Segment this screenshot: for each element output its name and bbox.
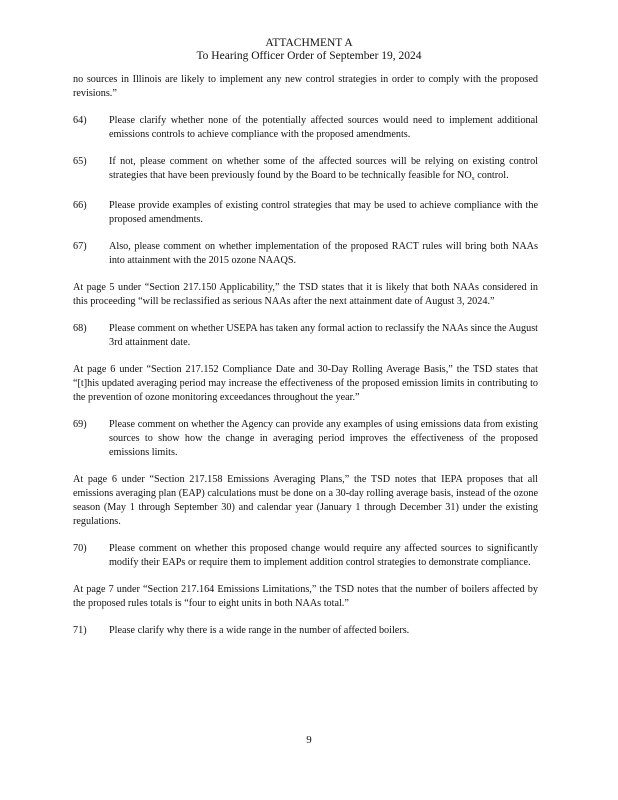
intro-paragraph: no sources in Illinois are likely to implement any new control strategies in order to comply with the proposed revisions.”: [73, 74, 538, 99]
question-text-part: If not, please comment on whether some of the affected sources will be relying on existing control strategies that have been previously found by the Board to be technically feasible for NO: [109, 156, 538, 181]
attachment-title: ATTACHMENT A: [265, 37, 353, 49]
question-71: [73, 624, 538, 638]
body-text: [73, 73, 538, 651]
question-66: [73, 199, 538, 227]
subscript: x: [471, 176, 475, 182]
question-text: Please comment on whether this proposed change would require any affected sources to significantly modify their EAPs or require them to implement addition control strategies to demonstrate compliance.: [109, 543, 538, 568]
question-64: [73, 114, 538, 142]
question-70: [73, 542, 538, 570]
question-text-part: control.: [474, 170, 509, 181]
question-text: Also, please comment on whether implementation of the proposed RACT rules will bring both NAAs into attainment with the 2015 ozone NAAQS.: [109, 241, 538, 266]
tsd-paragraph-section-217-150: At page 5 under “Section 217.150 Applicability,” the TSD states that it is likely that both NAAs considered in this proceeding “will be reclassified as serious NAAs after the next attainment date of August 3, 2024.”: [73, 282, 538, 307]
question-number: 71): [73, 625, 87, 636]
question-text: Please provide examples of existing control strategies that may be used to achieve compliance with the proposed amendments.: [109, 200, 538, 225]
tsd-paragraph-section-217-164: At page 7 under “Section 217.164 Emissions Limitations,” the TSD notes that the number of boilers affected by the proposed rules totals is “four to eight units in both NAAs total.”: [73, 584, 538, 609]
question-number: 70): [73, 543, 87, 554]
question-text: Please comment on whether the Agency can provide any examples of using emissions data from existing sources to show how the change in averaging period improves the effectiveness of the proposed emissions limits.: [109, 419, 538, 458]
question-69: [73, 418, 538, 460]
question-number: 66): [73, 200, 87, 211]
tsd-paragraph-section-217-158: At page 6 under “Section 217.158 Emissions Averaging Plans,” the TSD notes that IEPA proposes that all emissions averaging plan (EAP) calculations must be done on a 30-day rolling average basis, instead of the ozone season (May 1 through September 30) and calendar year (January 1 through December 31) under the existing regulations.: [73, 474, 538, 527]
question-68: [73, 322, 538, 350]
question-text: Please comment on whether USEPA has taken any formal action to reclassify the NAAs since the August 3rd attainment date.: [109, 323, 538, 348]
question-number: 64): [73, 115, 87, 126]
page-number: 9: [306, 734, 312, 746]
question-text: [109, 155, 538, 186]
question-number: 67): [73, 241, 87, 252]
question-text: Please clarify why there is a wide range in the number of affected boilers.: [109, 625, 410, 636]
tsd-paragraph-section-217-152: At page 6 under “Section 217.152 Compliance Date and 30-Day Rolling Average Basis,” the TSD states that “[t]his updated averaging period may increase the effectiveness of the proposed emission limits in contributing to the prevention of ozone monitoring exceedances throughout the year.”: [73, 364, 538, 403]
question-number: 69): [73, 419, 87, 430]
order-title: To Hearing Officer Order of September 19, 2024: [196, 50, 422, 62]
question-67: [73, 240, 538, 268]
attachment-header: [0, 37, 618, 63]
question-text: Please clarify whether none of the potentially affected sources would need to implement additional emissions controls to achieve compliance with the proposed amendments.: [109, 115, 538, 140]
question-number: 65): [73, 156, 87, 167]
question-number: 68): [73, 323, 87, 334]
question-65: [73, 155, 538, 186]
